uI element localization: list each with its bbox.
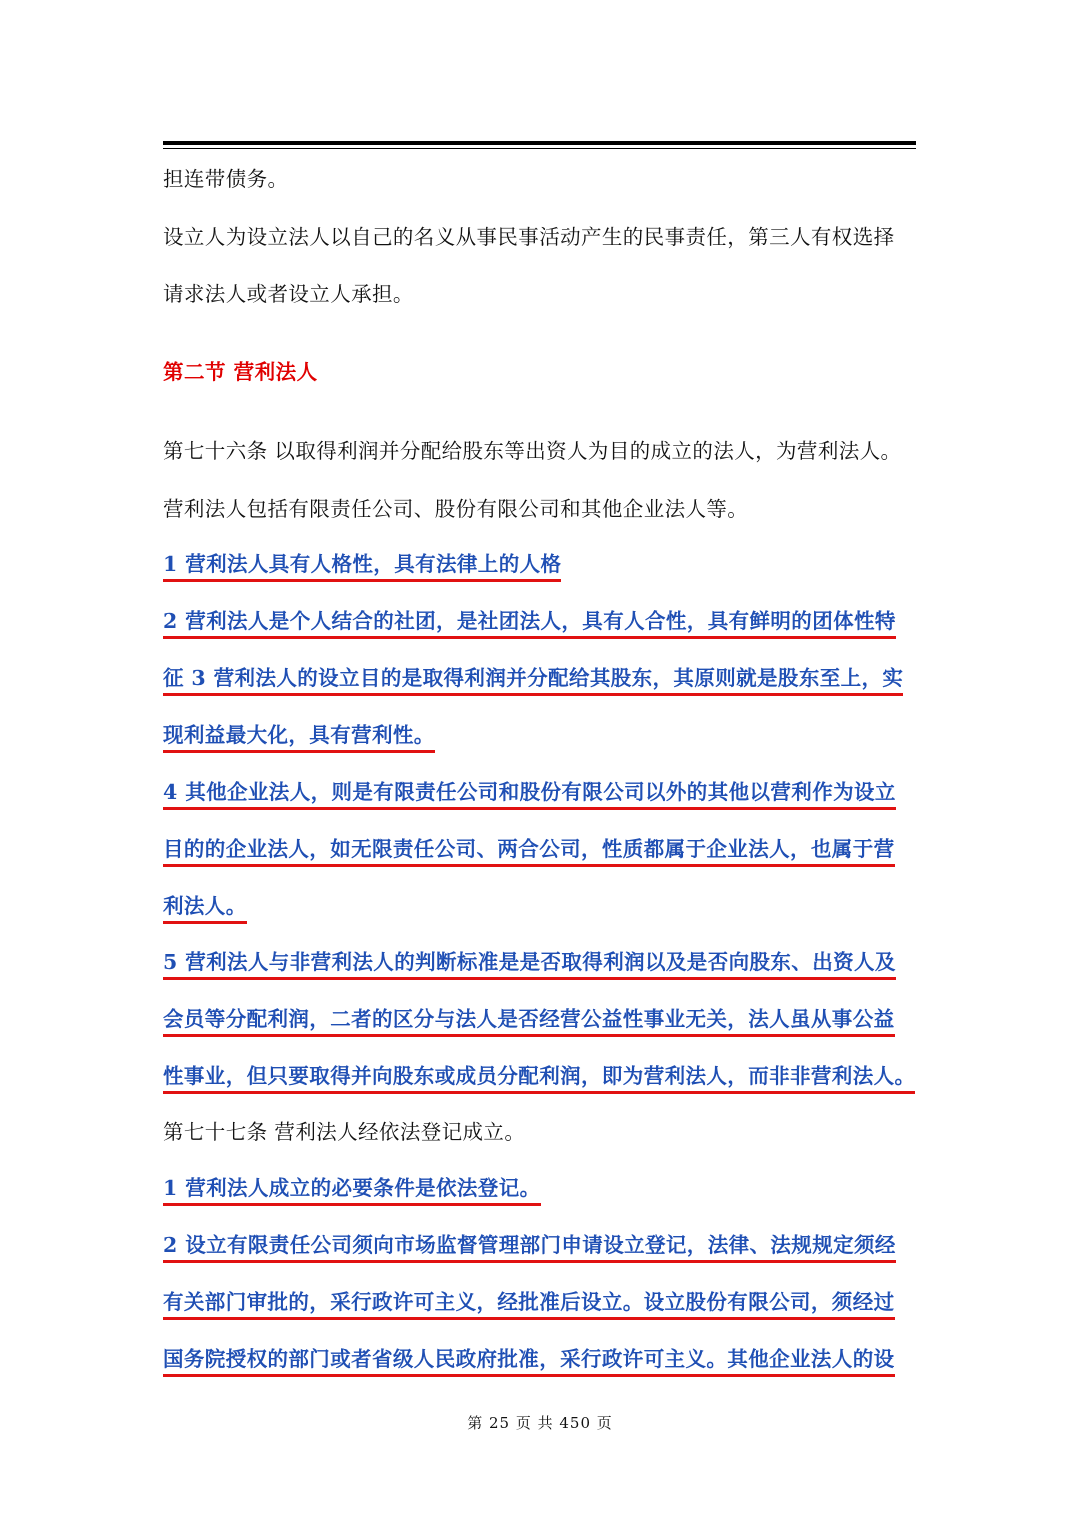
article-76-line: 第七十六条 以取得利润并分配给股东等出资人为目的成立的法人，为营利法人。 <box>163 439 902 463</box>
paragraph-line: 担连带债务。 <box>163 167 289 191</box>
annotation-text: 会员等分配利润，二者的区分与法人是否经营公益性事业无关，法人虽从事公益 <box>163 1007 895 1037</box>
annotation-line <box>163 950 923 974</box>
annotation-line <box>163 666 923 690</box>
annotation-text: 有关部门审批的，采行政许可主义，经批准后设立。设立股份有限公司，须经过 <box>163 1290 895 1320</box>
annotation-line <box>163 1007 923 1031</box>
annotation-text: 征 3 营利法人的设立目的是取得利润并分配给其股东，其原则就是股东至上，实 <box>163 666 903 696</box>
paragraph-line: 设立人为设立法人以自己的名义从事民事活动产生的民事责任，第三人有权选择 <box>163 225 895 249</box>
annotation-text: 5 营利法人与非营利法人的判断标准是是否取得利润以及是否向股东、出资人及 <box>163 950 896 980</box>
section-heading: 第二节 营利法人 <box>163 360 318 384</box>
annotation-text: 1 营利法人成立的必要条件是依法登记。 <box>163 1176 541 1206</box>
annotation-text: 国务院授权的部门或者省级人民政府批准，采行政许可主义。其他企业法人的设 <box>163 1347 895 1377</box>
article-77-line: 第七十七条 营利法人经依法登记成立。 <box>163 1120 526 1144</box>
annotation-line <box>163 1064 923 1088</box>
header-rule-thin <box>163 148 916 149</box>
annotation-text: 1 营利法人具有人格性，具有法律上的人格 <box>163 552 561 582</box>
annotation-text: 2 营利法人是个人结合的社团，是社团法人，具有人合性，具有鲜明的团体性特 <box>163 609 896 639</box>
paragraph-line: 营利法人包括有限责任公司、股份有限公司和其他企业法人等。 <box>163 497 749 521</box>
annotation-text: 2 设立有限责任公司须向市场监督管理部门申请设立登记，法律、法规规定须经 <box>163 1233 896 1263</box>
annotation-text: 利法人。 <box>163 894 247 924</box>
annotation-line <box>163 1347 923 1371</box>
page-number: 第 25 页 共 450 页 <box>467 1414 613 1432</box>
annotation-line <box>163 1290 923 1314</box>
annotation-line <box>163 1176 923 1200</box>
annotation-line <box>163 780 923 804</box>
page-footer <box>0 1412 1080 1433</box>
annotation-line <box>163 837 923 861</box>
annotation-line <box>163 552 923 576</box>
annotation-line <box>163 723 923 747</box>
annotation-line <box>163 1233 923 1257</box>
annotation-text: 目的的企业法人，如无限责任公司、两合公司，性质都属于企业法人，也属于营 <box>163 837 895 867</box>
annotation-text: 性事业，但只要取得并向股东或成员分配利润，即为营利法人，而非非营利法人。 <box>163 1064 915 1094</box>
annotation-text: 4 其他企业法人，则是有限责任公司和股份有限公司以外的其他以营利作为设立 <box>163 780 896 810</box>
header-rule-thick <box>163 141 916 145</box>
annotation-line <box>163 609 923 633</box>
paragraph-line: 请求法人或者设立人承担。 <box>163 282 414 306</box>
annotation-line <box>163 894 923 918</box>
annotation-text: 现利益最大化，具有营利性。 <box>163 723 435 753</box>
